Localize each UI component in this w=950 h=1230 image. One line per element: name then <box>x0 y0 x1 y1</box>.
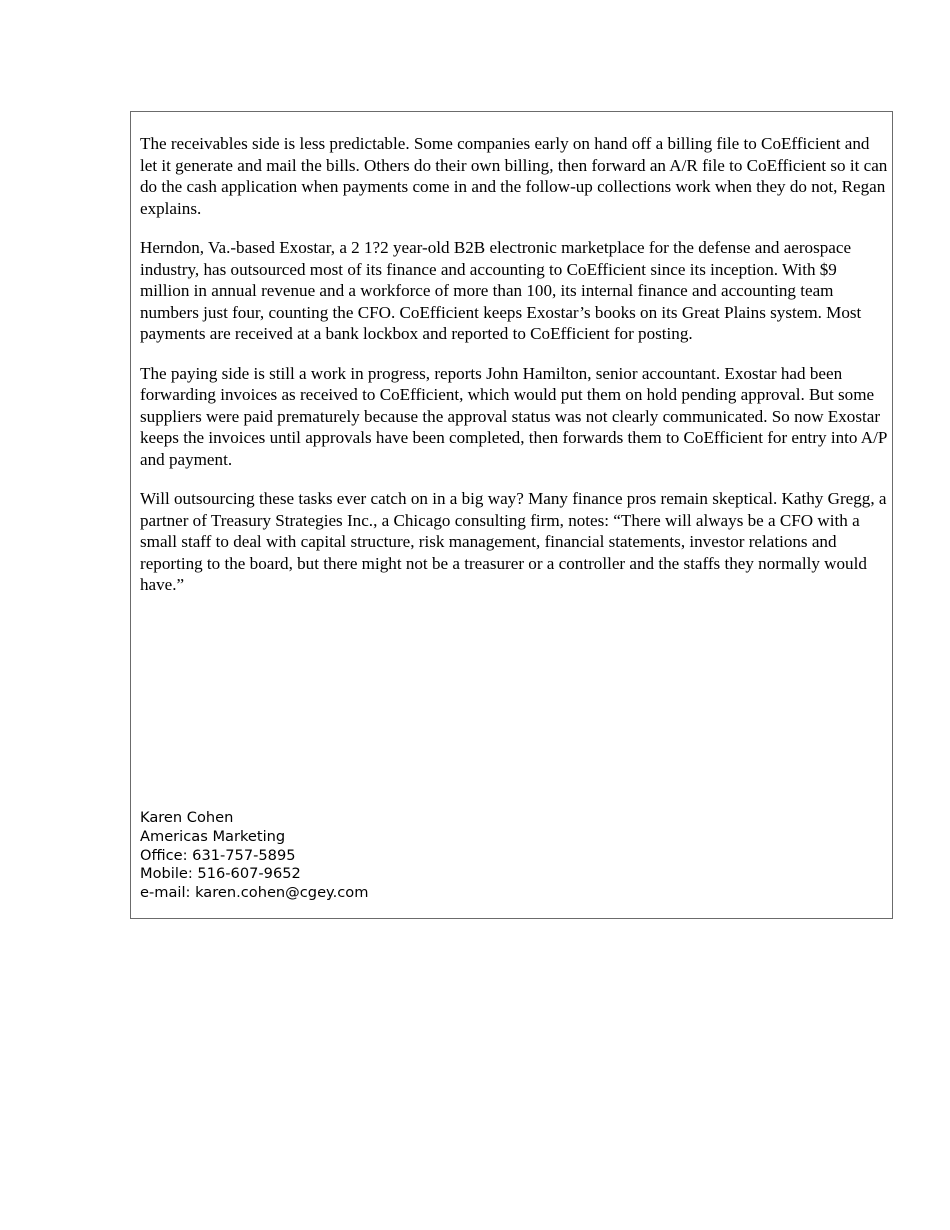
signature-name: Karen Cohen <box>140 809 234 826</box>
signature-block <box>140 809 368 903</box>
document-frame <box>130 111 893 919</box>
paragraph-paying-side: The paying side is still a work in progress, reports John Hamilton, senior accountant. Exostar had been forwarding invoices as received to CoEfficient, which would put them on hold pending approval. But some suppliers were paid prematurely because the approval status was not clearly communicated. So now Exostar keeps the invoices until approvals have been completed, then forwards them to CoEfficient for entry into A/P and payment. <box>140 363 887 469</box>
signature-email: e-mail: karen.cohen@cgey.com <box>140 884 369 902</box>
signature-mobile-phone: Mobile: 516-607-9652 <box>140 865 301 883</box>
signature-department: Americas Marketing <box>140 827 286 845</box>
paragraph-outsourcing-outlook: Will outsourcing these tasks ever catch on in a big way? Many finance pros remain skeptical. Kathy Gregg, a partner of Treasury Strategies Inc., a Chicago consulting firm, notes: “There will always be a CFO with a small staff to deal with capital structure, risk management, financial statements, investor relations and reporting to the board, but there might not be a treasurer or a controller and the staffs they normally would have.” <box>140 489 887 594</box>
signature-office-phone: Office: 631-757-5895 <box>140 846 296 864</box>
paragraph-exostar: Herndon, Va.-based Exostar, a 2 1?2 year-old B2B electronic marketplace for the defense and aerospace industry, has outsourced most of its finance and accounting to CoEfficient since its inception. With $9 million in annual revenue and a workforce of more than 100, its internal finance and accounting team numbers just four, counting the CFO. CoEfficient keeps Exostar’s books on its Great Plains system. Most payments are received at a bank lockbox and reported to CoEfficient for posting. <box>140 238 862 343</box>
paragraph-receivables: The receivables side is less predictable. Some companies early on hand off a billing file to CoEfficient and let it generate and mail the bills. Others do their own billing, then forward an A/R file to CoEfficient so it can do the cash application when payments come in and the follow-up collections work when they do not, Regan explains. <box>140 134 888 218</box>
article-body <box>140 133 888 614</box>
